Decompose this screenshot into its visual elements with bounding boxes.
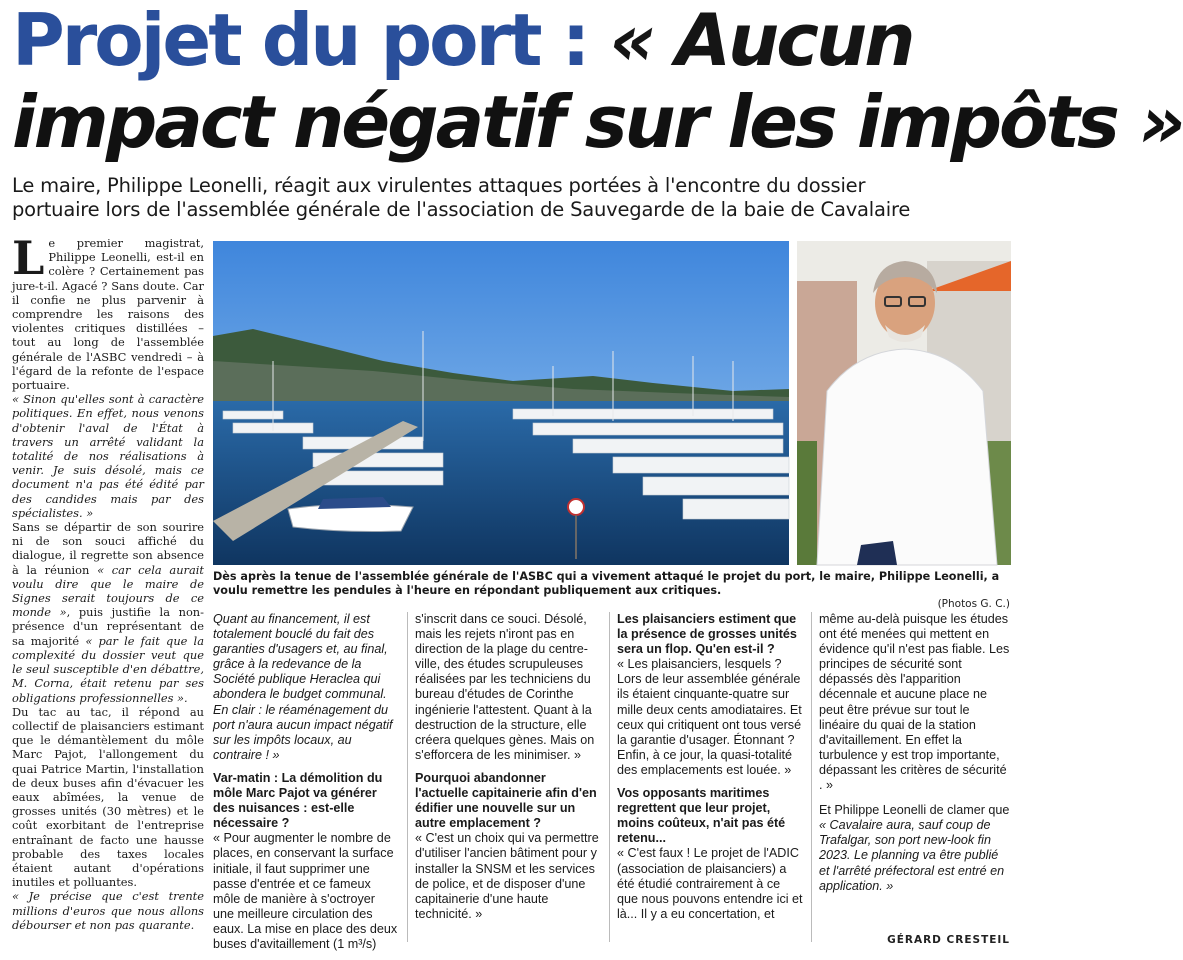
- harbor-photo: [213, 241, 789, 565]
- article-column-3: [415, 612, 601, 922]
- photo-caption: Dès après la tenue de l'assemblée générale de l'ASBC qui a vivement attaqué le projet du port, le maire, Philippe Leonelli, a voulu remettre les pendules à l'heure en répondant publiquement aux critiques.: [213, 570, 1000, 597]
- col2-paragraph-1: Quant au financement, il est totalement bouclé du fait des garanties d'usagers et, au final, grâce à la redevance de la Société publique Heraclea qui abondera le budget communal. En clair : le réaménagement du port n'aura aucun impact négatif sur les impôts locaux, au contraire ! »: [213, 612, 393, 762]
- drop-cap: L: [12, 231, 45, 285]
- photo-credit: (Photos G. C.): [937, 598, 1010, 610]
- col1-paragraph-3: Sans se départir de son sourire ni de son souci affiché du dialogue, il regrette son absence à la réunion « car cela aurait voulu dire que le maire de Signes serait toujours de ce monde », puis justifie la non-présence d'un représentant de sa majorité « par le fait que la complexité du dossier veut que le seul susceptible d'en débattre, M. Corna, était retenu par ses obligations professionnelles ».: [12, 520, 204, 705]
- column-separator: [407, 612, 408, 942]
- headline-quote-part: « Aucun: [609, 0, 913, 82]
- col2-question-1: Var-matin : La démolition du môle Marc Pajot va générer des nuisances : est-elle nécessaire ?: [213, 770, 383, 831]
- column-separator: [811, 612, 812, 942]
- mayor-portrait-photo: [797, 241, 1011, 565]
- col3-question-1: Pourquoi abandonner l'actuelle capitainerie afin d'en édifier une nouvelle sur un autre emplacement ?: [415, 770, 597, 831]
- col5-paragraph-1: même au-delà puisque les études ont été menées qui mettent en évidence qu'il n'est pas fiable. Les principes de sécurité sont dépassés dès l'apparition décennale et aucune place ne peut être prévue sur tout le linéaire du quai de la station d'avitaillement. En effet la turbulence y est trop importante, dépassant les critères de sécurité . »: [819, 612, 1010, 793]
- col1-paragraph-4: Du tac au tac, il répond au collectif de plaisanciers estimant que le démantèlement du môle Marc Pajot, l'allongement du quai Patrice Martin, l'installation de deux buses afin d'évacuer les eaux abîmées, la venue de grosses unités (30 mètres) et le coût exorbitant de l'entreprise entraînant de facto une hausse probable des taxes locales étaient autant d'opérations inutiles et polluantes.: [12, 704, 204, 890]
- article-column-1: [12, 231, 204, 932]
- article-column-5: [819, 612, 1011, 894]
- article-column-4: [617, 612, 803, 922]
- col4-answer-1: « Les plaisanciers, lesquels ? Lors de leur assemblée générale ils étaient cinquante-quatre sur mille deux cents amodiataires. Et ceux qui critiquent ont tous versé la garantie d'usager. Étonnant ? Enfin, à ce jour, la quasi-totalité des emplacements est louée. »: [617, 657, 802, 777]
- col1-paragraph-2: « Sinon qu'elles sont à caractère politiques. En effet, nous venons d'obtenir l'aval de l'État à travers un arrêté validant la totalité de nos réalisations à venir. Je suis désolé, mais ce document n'a pas été édité par des candides mais par des spécialistes. »: [12, 392, 204, 520]
- author-byline: GÉRARD CRESTEIL: [887, 934, 1010, 946]
- col3-answer-1: « C'est un choix qui va permettre d'utiliser l'ancien bâtiment pour y installer la SNSM et les services de police, et de disposer d'une capitainerie d'une haute technicité. »: [415, 831, 599, 921]
- article-column-2: [213, 612, 399, 952]
- headline-line-2: impact négatif sur les impôts »: [12, 80, 1183, 164]
- col5-paragraph-2: Et Philippe Leonelli de clamer que « Cavalaire aura, sauf coup de Trafalgar, son port new-look fin 2023. Le planning va être publié et l'arrêté préfectoral est entré en application. »: [819, 803, 1010, 893]
- col3-paragraph-1: s'inscrit dans ce souci. Désolé, mais les rejets n'iront pas en direction de la plage du centre-ville, des études scrupuleuses réalisées par les techniciens du bureau d'études de Corinthe ingénierie l'attestent. Quant à la destruction de la structure, elle créera quelques gènes. Mais on s'efforcera de les minimiser. »: [415, 612, 595, 762]
- headline-line-1: [12, 0, 913, 82]
- col4-question-2: Vos opposants maritimes regrettent que leur projet, moins coûteux, n'ait pas été retenu...: [617, 786, 786, 846]
- mayor-portrait-illustration: [797, 241, 1011, 565]
- deck-line-1: Le maire, Philippe Leonelli, réagit aux virulentes attaques portées à l'encontre du dossier: [12, 174, 866, 197]
- column-separator: [609, 612, 610, 942]
- col2-answer-1: « Pour augmenter le nombre de places, en conservant la surface initiale, il faut supprimer une passe d'entrée et ce fameux môle de manière à s'octroyer une meilleure circulation des eaux. La mise en place des deux buses d'avitaillement (1 m³/s): [213, 831, 398, 951]
- col4-answer-2: « C'est faux ! Le projet de l'ADIC (association de plaisanciers) a été étudié contrairement à ce que nous pouvons entendre ici et là... Il y a eu concertation, et: [617, 846, 803, 921]
- deck-line-2: portuaire lors de l'assemblée générale de l'association de Sauvegarde de la baie de Cavalaire: [12, 198, 911, 221]
- col1-paragraph-1: Le premier magistrat, Philippe Leonelli, est-il en colère ? Certainement pas jure-t-il. Agacé ? Sans doute. Car il confie ne plus parvenir à comprendre les raisons des violentes critiques distillées – tout au long de l'assemblée générale de l'ASBC vendredi – à l'égard de la refonte de l'espace portuaire.: [12, 231, 204, 393]
- col1-paragraph-5: « Je précise que c'est trente millions d'euros que nous allons débourser et non pas quarante.: [12, 889, 204, 932]
- headline-blue-part: Projet du port :: [12, 0, 610, 82]
- harbor-illustration: [213, 241, 789, 565]
- article-deck: [12, 174, 1016, 222]
- col4-question-1: Les plaisanciers estiment que la présence de grosses unités sera un flop. Qu'en est-il ?: [617, 612, 797, 657]
